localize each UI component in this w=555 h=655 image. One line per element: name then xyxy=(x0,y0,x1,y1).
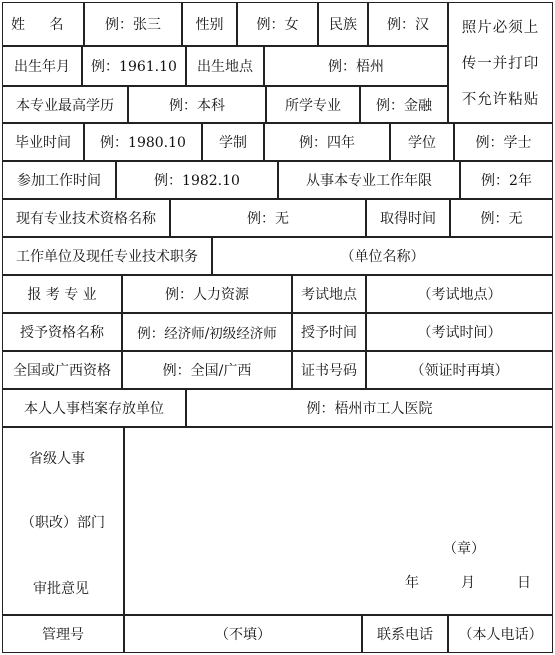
major-label: 所学专业 xyxy=(266,86,360,123)
obtain-time-value: 例：无 xyxy=(450,199,553,237)
birthplace-value: 例：梧州 xyxy=(264,46,448,86)
approval-opinion-cell xyxy=(124,427,553,615)
work-start-label: 参加工作时间 xyxy=(2,161,116,199)
certificate-value: （领证时再填） xyxy=(366,351,553,389)
approval-line: （职改）部门 xyxy=(21,515,105,531)
name-value: 例：张三 xyxy=(84,2,182,46)
graduation-value: 例：1980.10 xyxy=(84,123,202,161)
obtain-time-label: 取得时间 xyxy=(366,199,450,237)
graduation-label: 毕业时间 xyxy=(2,123,84,161)
grant-time-value: （考试时间） xyxy=(366,313,553,351)
scope-label: 全国或广西资格 xyxy=(2,351,122,389)
exam-major-label: 报 考 专 业 xyxy=(2,275,122,313)
certificate-label: 证书号码 xyxy=(292,351,366,389)
phone-label: 联系电话 xyxy=(362,615,448,653)
ethnicity-value: 例：汉 xyxy=(368,2,448,46)
grant-qualification-label: 授予资格名称 xyxy=(2,313,122,351)
years-value: 例：2年 xyxy=(460,161,553,199)
name-label: 姓 名 xyxy=(2,2,84,46)
date-day: 日 xyxy=(517,575,531,591)
approval-label-cell xyxy=(2,427,124,615)
degree-label: 学位 xyxy=(390,123,454,161)
schooling-label: 学制 xyxy=(202,123,264,161)
gender-label: 性别 xyxy=(182,2,237,46)
birth-value: 例：1961.10 xyxy=(82,46,186,86)
education-value: 例：本科 xyxy=(128,86,266,123)
photo-note-line: 照片必须上 xyxy=(461,20,540,37)
date-year: 年 xyxy=(405,575,419,591)
work-unit-value: （单位名称） xyxy=(212,237,553,275)
phone-value: （本人电话） xyxy=(448,615,553,653)
grant-qualification-value: 例：经济师/初级经济师 xyxy=(122,313,292,351)
ethnicity-label: 民族 xyxy=(318,2,368,46)
education-label: 本专业最高学历 xyxy=(2,86,128,123)
exam-major-value: 例：人力资源 xyxy=(122,275,292,313)
work-start-value: 例：1982.10 xyxy=(116,161,278,199)
date-month: 月 xyxy=(461,575,475,591)
birthplace-label: 出生地点 xyxy=(186,46,264,86)
schooling-value: 例：四年 xyxy=(264,123,390,161)
qualification-value: 例：无 xyxy=(170,199,366,237)
photo-note-line: 不允许粘贴 xyxy=(461,91,540,108)
scope-value: 例：全国/广西 xyxy=(122,351,292,389)
management-number-label: 管理号 xyxy=(2,615,124,653)
gender-value: 例：女 xyxy=(237,2,318,46)
qualification-label: 现有专业技术资格名称 xyxy=(2,199,170,237)
birth-label: 出生年月 xyxy=(2,46,82,86)
grant-time-label: 授予时间 xyxy=(292,313,366,351)
degree-value: 例：学士 xyxy=(454,123,553,161)
work-unit-label: 工作单位及现任专业技术职务 xyxy=(2,237,212,275)
seal-placeholder: （章） xyxy=(443,541,485,557)
exam-place-value: （考试地点） xyxy=(366,275,553,313)
major-value: 例：金融 xyxy=(360,86,448,123)
management-number-value: （不填） xyxy=(124,615,362,653)
approval-line: 审批意见 xyxy=(33,581,89,597)
exam-place-label: 考试地点 xyxy=(292,275,366,313)
archive-value: 例：梧州市工人医院 xyxy=(186,389,553,427)
archive-label: 本人人事档案存放单位 xyxy=(2,389,186,427)
photo-note-line: 传一并打印 xyxy=(461,55,540,72)
photo-notice xyxy=(448,2,553,123)
years-label: 从事本专业工作年限 xyxy=(278,161,460,199)
approval-line: 省级人事 xyxy=(29,451,85,467)
